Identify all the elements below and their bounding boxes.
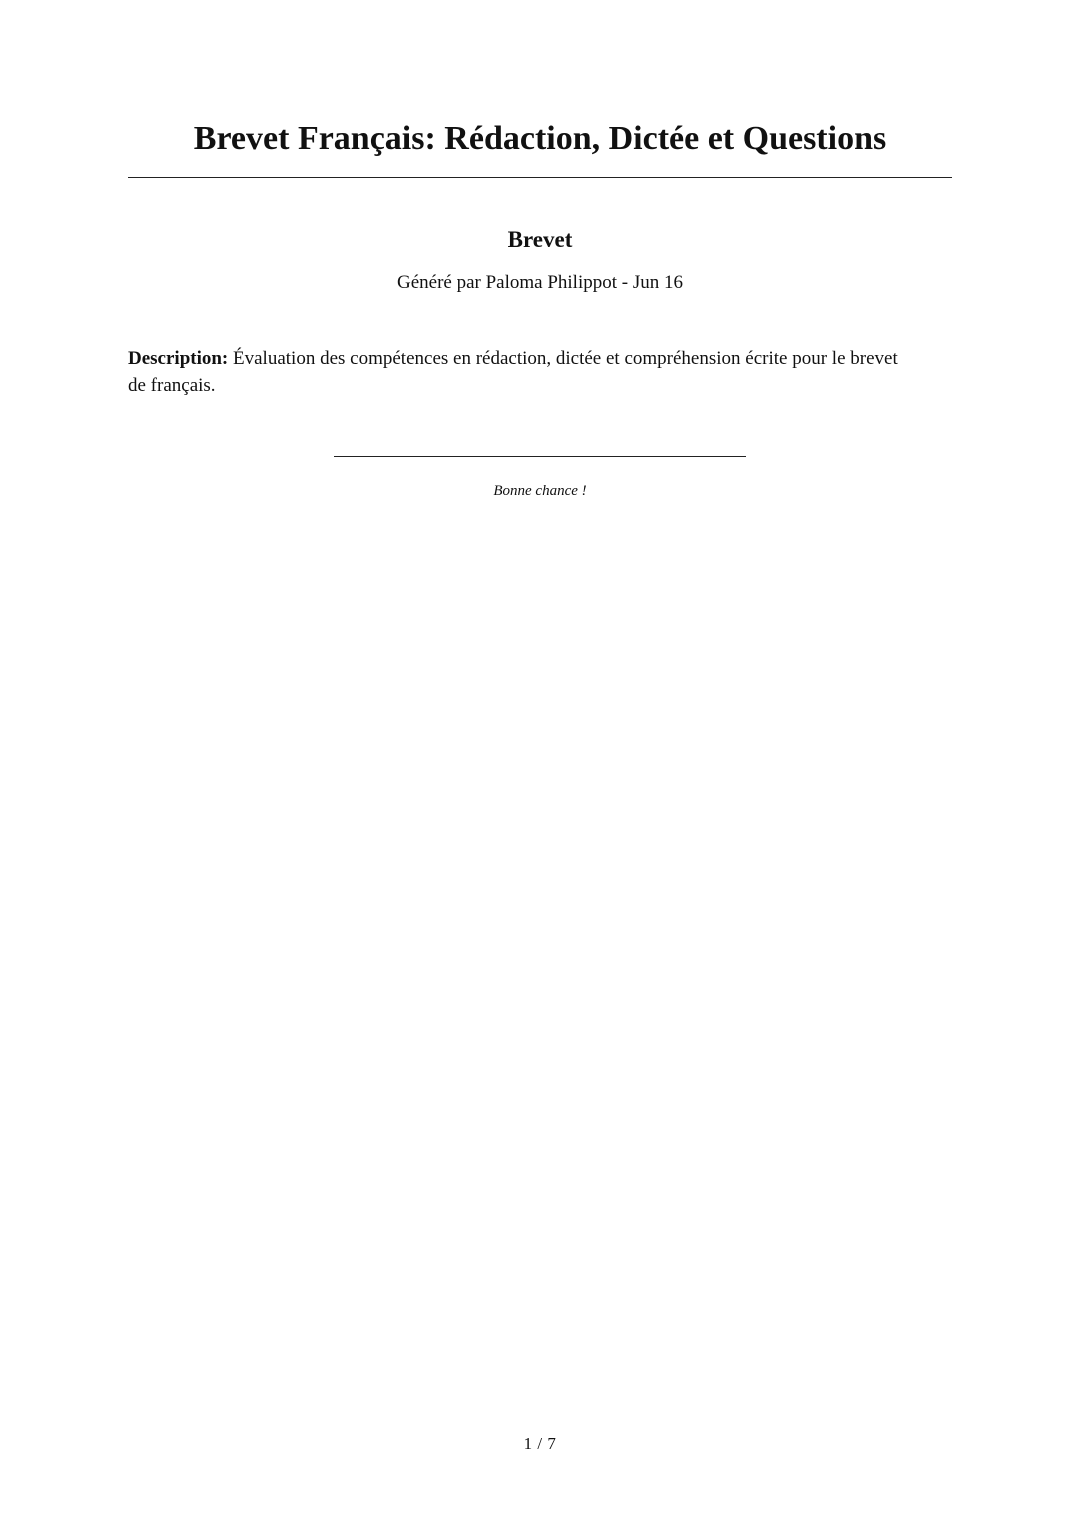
page-number: 1 / 7 [523,1434,557,1453]
description-label: Description: [128,348,229,369]
closing-divider [334,456,746,457]
author-line: Généré par Paloma Philippot - Jun 16 [396,272,683,293]
closing-message: Bonne chance ! [493,483,587,499]
document-subtitle: Brevet [507,227,573,252]
document-title: Brevet Français: Rédaction, Dictée et Questions [193,120,887,157]
title-divider [128,177,952,178]
description-text: Évaluation des compétences en rédaction, dictée et compréhension écrite pour le brevet de français. [128,348,898,396]
description-paragraph [128,345,918,399]
